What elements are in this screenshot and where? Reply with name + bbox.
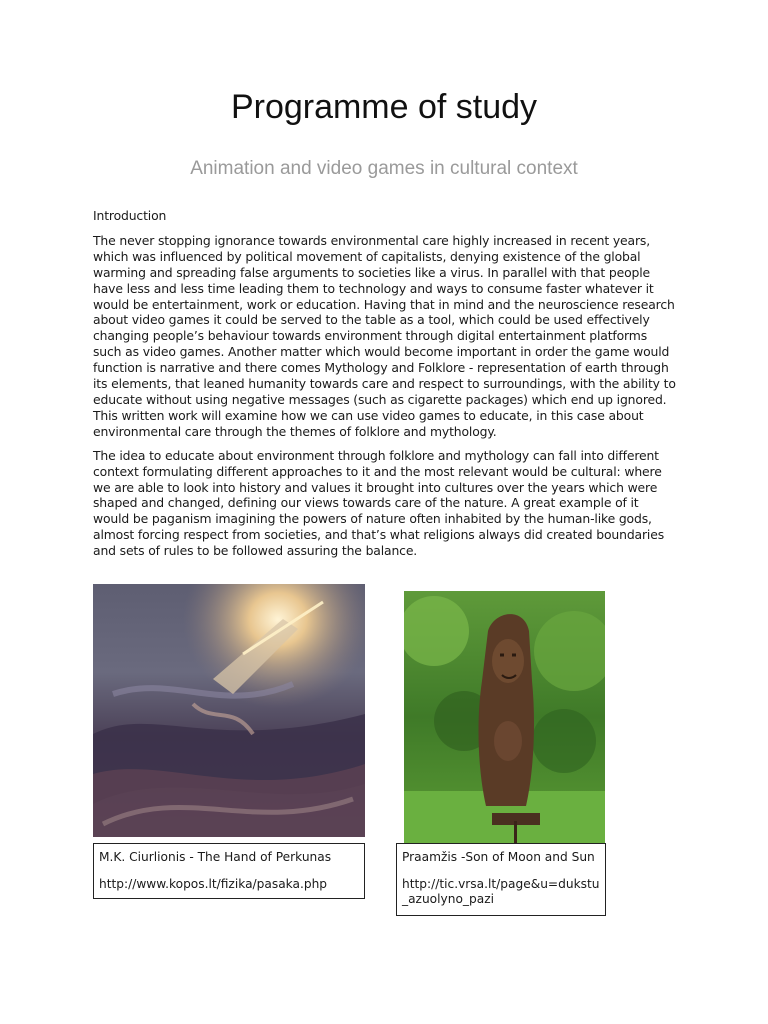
sculpture-image — [404, 591, 605, 843]
page-subtitle: Animation and video games in cultural context — [190, 158, 578, 179]
paragraph-2: The idea to educate about environment through folklore and mythology can fall into different context formulating different approaches to it and the most relevant would be cultural: where we are able to look into history and values it brought into cultures over the years which were shaped and changed, defining our views towards care of the nature. A great example of it would be paganism imagining the powers of nature often inhabited by the human-like gods, almost forcing respect from societies, and that’s what religions always did created boundaries and sets of rules to be followed assuring the balance. — [93, 447, 665, 559]
painting-image — [93, 584, 365, 837]
body-text — [93, 208, 677, 567]
figure-caption-2 — [396, 843, 606, 916]
page-title: Programme of study — [230, 88, 538, 126]
section-heading: Introduction — [93, 208, 167, 223]
figure-caption-1 — [93, 843, 365, 899]
caption-title: M.K. Ciurlionis - The Hand of Perkunas — [99, 850, 332, 864]
caption-url: http://tic.vrsa.lt/page&u=dukstu_azuolyno_pazi — [402, 877, 600, 906]
caption-url: http://www.kopos.lt/fizika/pasaka.php — [99, 877, 328, 891]
paragraph-1: The never stopping ignorance towards environmental care highly increased in recent years, which was influenced by political movement of capitalists, denying existence of the global warming and spreading false arguments to societies like a virus. In parallel with that people have less and less time leading them to technology and ways to consume faster whatever it would be entertainment, work or education. Having that in mind and the neuroscience research about video games it could be served to the table as a tool, which could be used effectively changing people’s behaviour towards environment through digital entertainment platforms such as video games. Another matter which would become important in order the game would function is narrative and there comes Mythology and Folklore - representation of earth through its elements, that leaned humanity towards care and respect to surroundings, with the ability to educate without using negative messages (such as cigarette packages) which end up ignored. This written work will examine how we can use video games to educate, in this case about environmental care through the themes of folklore and mythology. — [93, 232, 676, 439]
caption-title: Praamžis -Son of Moon and Sun — [402, 850, 595, 864]
